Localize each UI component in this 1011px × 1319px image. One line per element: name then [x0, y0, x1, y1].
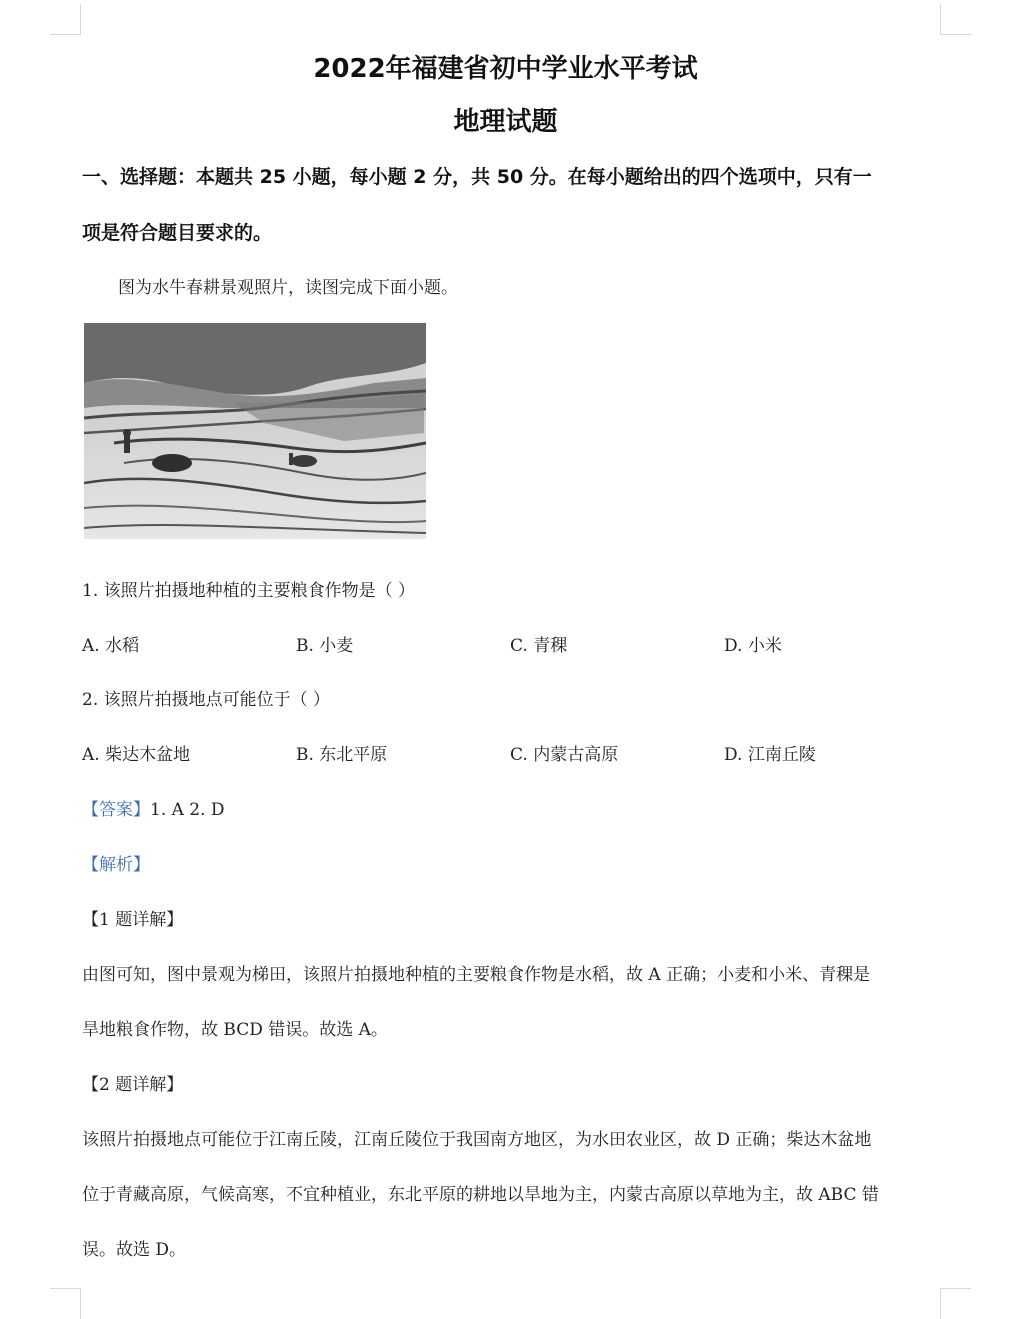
detail-1-line-2: 旱地粮食作物，故 BCD 错误。故选 A。 — [82, 1020, 388, 1040]
exam-subtitle: 地理试题 — [453, 107, 558, 137]
crop-mark-top-right — [940, 4, 971, 35]
detail-2-line-3: 误。故选 D。 — [82, 1240, 187, 1260]
question-1-option-b: B. 小麦 — [296, 636, 354, 656]
question-2-option-b: B. 东北平原 — [296, 745, 388, 765]
question-intro: 图为水牛春耕景观照片，读图完成下面小题。 — [118, 278, 458, 298]
question-1-option-a: A. 水稻 — [82, 636, 140, 656]
question-1-stem: 1. 该照片拍摄地种植的主要粮食作物是（ ） — [82, 581, 416, 601]
answer-text: 1. A 2. D — [150, 800, 225, 820]
crop-mark-bottom-right — [940, 1288, 971, 1319]
detail-2-line-2: 位于青藏高原，气候高寒，不宜种植业，东北平原的耕地以旱地为主，内蒙古高原以草地为主，故 ABC 错 — [82, 1185, 879, 1205]
section-heading-line2: 项是符合题目要求的。 — [82, 222, 273, 244]
detail-1-label: 【1 题详解】 — [82, 910, 184, 930]
exam-title: 2022年福建省初中学业水平考试 — [313, 54, 698, 84]
question-2-option-c: C. 内蒙古高原 — [510, 745, 619, 765]
question-1-option-c: C. 青稞 — [510, 636, 568, 656]
detail-2-line-1: 该照片拍摄地点可能位于江南丘陵，江南丘陵位于我国南方地区，为水田农业区，故 D 正确；柴达木盆地 — [82, 1130, 872, 1150]
question-2-option-a: A. 柴达木盆地 — [82, 745, 191, 765]
answer-row — [82, 795, 225, 820]
question-2-stem: 2. 该照片拍摄地点可能位于（ ） — [82, 690, 331, 710]
question-1-option-d: D. 小米 — [724, 636, 782, 656]
analysis-label: 【解析】 — [82, 855, 150, 875]
detail-2-label: 【2 题详解】 — [82, 1075, 184, 1095]
answer-label: 【答案】 — [82, 800, 150, 820]
crop-mark-bottom-left — [50, 1288, 81, 1319]
question-2-option-d: D. 江南丘陵 — [724, 745, 816, 765]
crop-mark-top-left — [50, 4, 81, 35]
detail-1-line-1: 由图可知，图中景观为梯田，该照片拍摄地种植的主要粮食作物是水稻，故 A 正确；小麦和小米、青稞是 — [82, 965, 871, 985]
section-heading-line1: 一、选择题：本题共 25 小题，每小题 2 分，共 50 分。在每小题给出的四个选项中，只有一 — [82, 166, 872, 188]
terraced-field-photo — [84, 323, 426, 539]
